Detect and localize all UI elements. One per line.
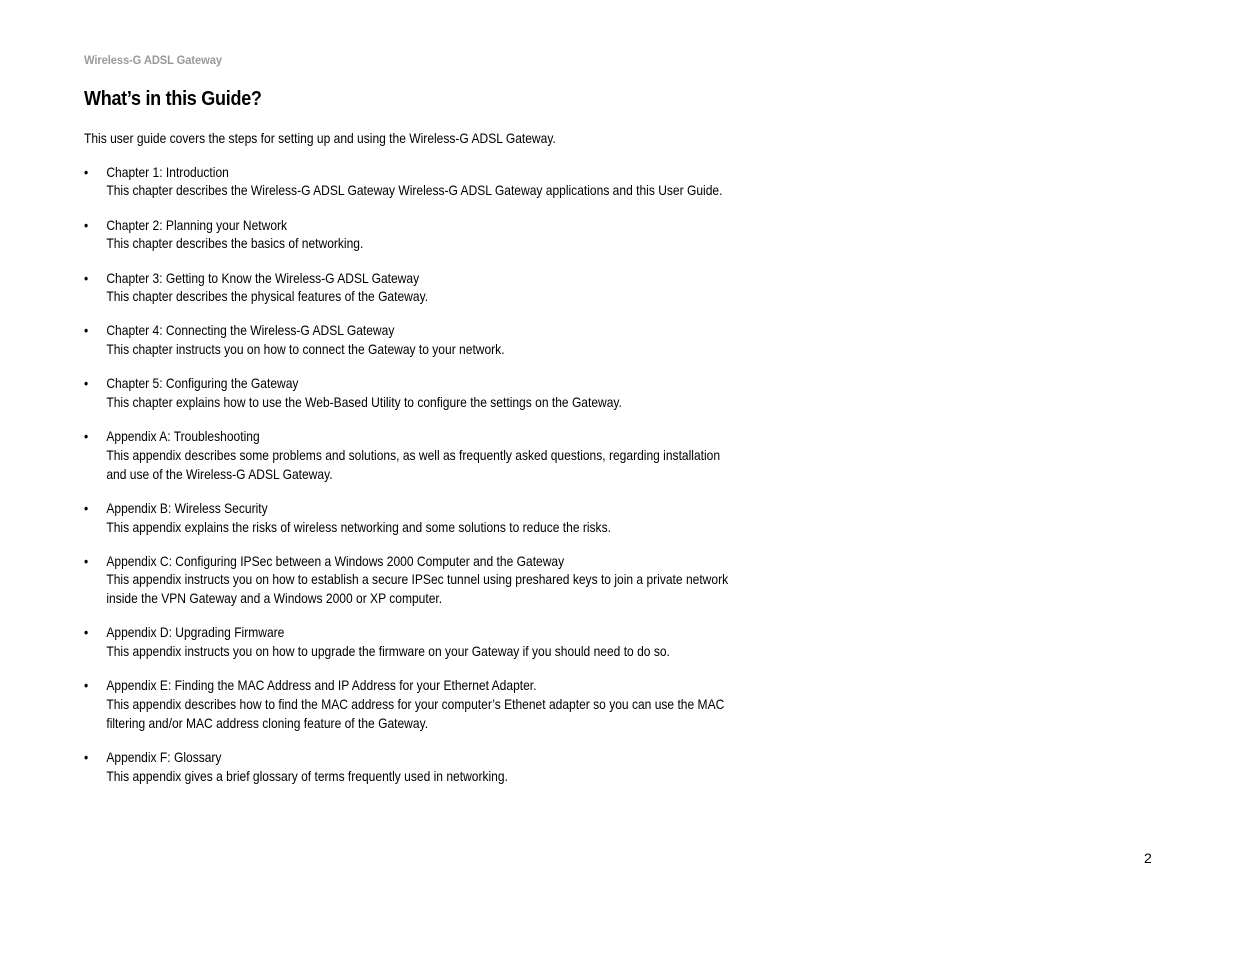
list-item <box>84 427 738 483</box>
chapter-title: Chapter 1: Introduction <box>106 163 229 180</box>
bullet-icon: • <box>84 163 89 180</box>
bullet-icon: • <box>84 677 89 694</box>
bullet-icon: • <box>84 216 89 233</box>
bullet-icon: • <box>84 552 89 569</box>
list-item <box>84 163 738 200</box>
chapter-description: This chapter describes the Wireless-G ADSL Gateway Wireless-G ADSL Gateway applications and this User Guide. <box>106 182 723 199</box>
chapter-description: This chapter describes the basics of networking. <box>106 235 364 252</box>
bullet-icon: • <box>84 624 89 641</box>
list-item <box>84 623 738 660</box>
chapter-description: This chapter explains how to use the Web-Based Utility to configure the settings on the Gateway. <box>106 394 622 411</box>
chapter-title: Appendix E: Finding the MAC Address and IP Address for your Ethernet Adapter. <box>106 677 537 694</box>
list-item <box>84 374 738 411</box>
chapter-title: Chapter 2: Planning your Network <box>106 216 288 233</box>
chapter-description: This appendix describes how to find the MAC address for your computer’s Ethenet adapter so you can use the MAC filtering and/or MAC address cloning feature of the Gateway. <box>106 695 725 731</box>
chapter-title: Chapter 4: Connecting the Wireless-G ADSL Gateway <box>106 322 395 339</box>
bullet-icon: • <box>84 748 89 765</box>
guide-content <box>84 129 738 801</box>
chapter-title: Appendix C: Configuring IPSec between a Windows 2000 Computer and the Gateway <box>106 552 565 569</box>
chapter-description: This appendix instructs you on how to establish a secure IPSec tunnel using preshared keys to join a private network inside the VPN Gateway and a Windows 2000 or XP computer. <box>106 571 729 607</box>
intro-paragraph: This user guide covers the steps for setting up and using the Wireless-G ADSL Gateway. <box>84 130 556 146</box>
running-header: Wireless-G ADSL Gateway <box>84 53 222 67</box>
chapter-description: This appendix gives a brief glossary of terms frequently used in networking. <box>106 767 508 784</box>
bullet-icon: • <box>84 322 89 339</box>
bullet-icon: • <box>84 269 89 286</box>
chapter-title: Appendix D: Upgrading Firmware <box>106 624 285 641</box>
chapter-title: Chapter 5: Configuring the Gateway <box>106 375 299 392</box>
bullet-icon: • <box>84 428 89 445</box>
list-item <box>84 748 738 785</box>
bullet-icon: • <box>84 375 89 392</box>
list-item <box>84 321 738 358</box>
list-item <box>84 269 738 306</box>
list-item <box>84 499 738 536</box>
chapter-title: Appendix B: Wireless Security <box>106 499 268 516</box>
list-item <box>84 216 738 253</box>
chapter-description: This chapter instructs you on how to connect the Gateway to your network. <box>106 341 505 358</box>
chapter-description: This appendix explains the risks of wireless networking and some solutions to reduce the risks. <box>106 518 611 535</box>
chapter-description: This appendix instructs you on how to upgrade the firmware on your Gateway if you should need to do so. <box>106 643 670 660</box>
chapter-title: Appendix F: Glossary <box>106 748 222 765</box>
list-item <box>84 676 738 732</box>
chapter-title: Appendix A: Troubleshooting <box>106 428 260 445</box>
page-title: What’s in this Guide? <box>84 88 262 110</box>
page-number: 2 <box>1144 850 1152 866</box>
bullet-icon: • <box>84 499 89 516</box>
chapter-list <box>84 163 738 786</box>
chapter-description: This appendix describes some problems and solutions, as well as frequently asked questions, regarding installation and use of the Wireless-G ADSL Gateway. <box>106 446 721 482</box>
chapter-title: Chapter 3: Getting to Know the Wireless-G ADSL Gateway <box>106 269 420 286</box>
chapter-description: This chapter describes the physical features of the Gateway. <box>106 288 429 305</box>
list-item <box>84 552 738 608</box>
